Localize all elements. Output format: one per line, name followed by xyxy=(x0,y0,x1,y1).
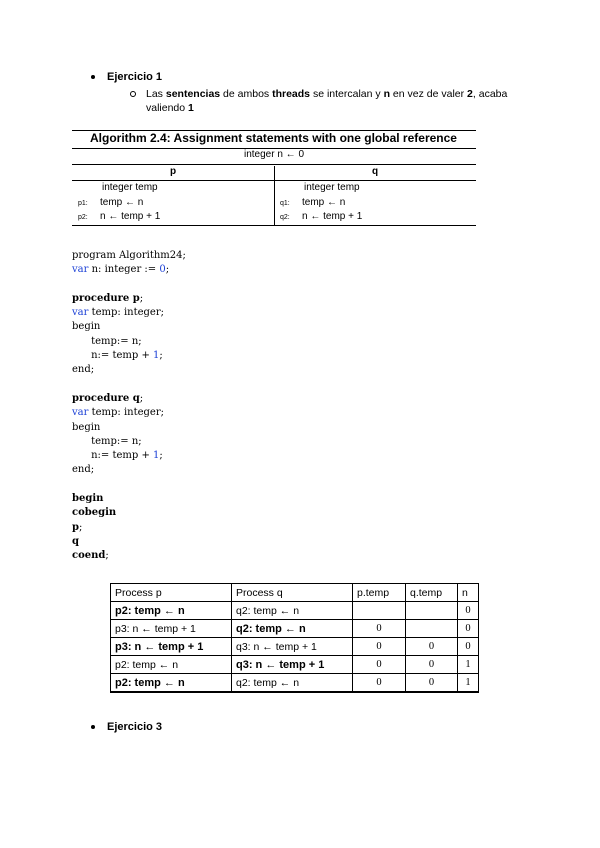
cell-p-temp: 0 xyxy=(353,638,406,656)
code-line: program Algorithm24; xyxy=(72,250,186,261)
algorithm-title: Algorithm 2.4: Assignment statements with one global reference xyxy=(90,131,457,145)
table-row xyxy=(111,638,479,656)
interleaving-trace-table xyxy=(110,583,479,693)
header-n: n xyxy=(458,584,479,602)
code-line: end; xyxy=(72,464,95,476)
q2-statement: n ← temp + 1 xyxy=(302,211,363,222)
cell-q-temp: 0 xyxy=(406,656,458,674)
header-p-temp: p.temp xyxy=(353,584,406,602)
exercise-1-answer xyxy=(130,87,540,115)
code-line-blank xyxy=(72,278,186,292)
exercise-3-heading: Ejercicio 3 xyxy=(107,721,163,733)
cell-q-temp xyxy=(406,602,458,620)
cell-q: q2: temp ← n xyxy=(232,602,353,620)
bullet-dot xyxy=(91,725,95,729)
code-line: coend; xyxy=(72,550,109,562)
p1-statement: temp ← n xyxy=(100,197,144,208)
cell-q: q3: n ← temp + 1 xyxy=(232,656,353,674)
cell-n: 0 xyxy=(458,620,479,638)
cell-p-temp: 0 xyxy=(353,674,406,693)
header-q-temp: q.temp xyxy=(406,584,458,602)
column-header-p: p xyxy=(169,166,177,177)
code-line: var n: integer := 0; xyxy=(72,264,170,276)
q1-statement: temp ← n xyxy=(302,197,346,208)
cell-p: p2: temp ← n xyxy=(111,674,232,693)
code-line: n:= temp + 1; xyxy=(72,450,163,462)
code-line: var temp: integer; xyxy=(72,407,164,419)
algorithm-figure xyxy=(72,130,476,226)
cell-p: p2: temp ← n xyxy=(111,656,232,674)
cell-q: q2: temp ← n xyxy=(232,620,353,638)
cell-p: p3: n ← temp + 1 xyxy=(111,638,232,656)
code-line: var temp: integer; xyxy=(72,307,164,319)
bullet-dot xyxy=(91,75,95,79)
exercise-1-heading: Ejercicio 1 xyxy=(107,71,163,83)
table-row xyxy=(111,602,479,620)
cell-p-temp xyxy=(353,602,406,620)
cell-q: q3: n ← temp + 1 xyxy=(232,638,353,656)
column-divider xyxy=(274,166,275,226)
cell-n: 1 xyxy=(458,656,479,674)
cell-p-temp: 0 xyxy=(353,656,406,674)
exercise-1-answer-text: Las sentencias de ambos threads se intercalan y n en vez de valer 2, acaba valiendo 1 xyxy=(146,88,508,114)
cell-p: p3: n ← temp + 1 xyxy=(111,620,232,638)
table-row xyxy=(111,656,479,674)
code-listing xyxy=(72,249,186,564)
code-line: begin xyxy=(72,493,104,505)
p2-statement: n ← temp + 1 xyxy=(100,211,161,222)
code-line: p; xyxy=(72,521,83,533)
code-line: temp:= n; xyxy=(72,335,142,347)
cell-n: 0 xyxy=(458,638,479,656)
cell-q: q2: temp ← n xyxy=(232,674,353,693)
cell-p-temp: 0 xyxy=(353,620,406,638)
rule xyxy=(72,225,476,226)
code-line: begin xyxy=(72,321,101,333)
global-declaration: integer n ← 0 xyxy=(243,149,305,160)
code-line-blank xyxy=(72,478,186,492)
table-row xyxy=(111,620,479,638)
cell-n: 0 xyxy=(458,602,479,620)
cell-q-temp: 0 xyxy=(406,674,458,693)
p1-label: p1: xyxy=(78,200,88,207)
cell-q-temp xyxy=(406,620,458,638)
table-row xyxy=(111,674,479,693)
code-line: n:= temp + 1; xyxy=(72,350,163,362)
code-line: end; xyxy=(72,364,95,376)
code-line: q xyxy=(72,535,79,547)
code-line: procedure p; xyxy=(72,292,144,304)
sub-bullet-circle xyxy=(130,91,136,97)
rule xyxy=(72,164,476,165)
q2-label: q2: xyxy=(280,214,290,221)
cell-p: p2: temp ← n xyxy=(111,602,232,620)
code-line: temp:= n; xyxy=(72,435,142,447)
p2-label: p2: xyxy=(78,214,88,221)
cell-q-temp: 0 xyxy=(406,638,458,656)
code-line: cobegin xyxy=(72,507,117,519)
header-process-p: Process p xyxy=(111,584,232,602)
q-declaration: integer temp xyxy=(304,182,360,193)
column-header-q: q xyxy=(371,166,379,177)
code-line: begin xyxy=(72,421,101,433)
q1-label: q1: xyxy=(280,200,290,207)
cell-n: 1 xyxy=(458,674,479,693)
table-header-row xyxy=(111,584,479,602)
code-line-blank xyxy=(72,378,186,392)
code-line: procedure q; xyxy=(72,392,144,404)
p-declaration: integer temp xyxy=(102,182,158,193)
header-process-q: Process q xyxy=(232,584,353,602)
